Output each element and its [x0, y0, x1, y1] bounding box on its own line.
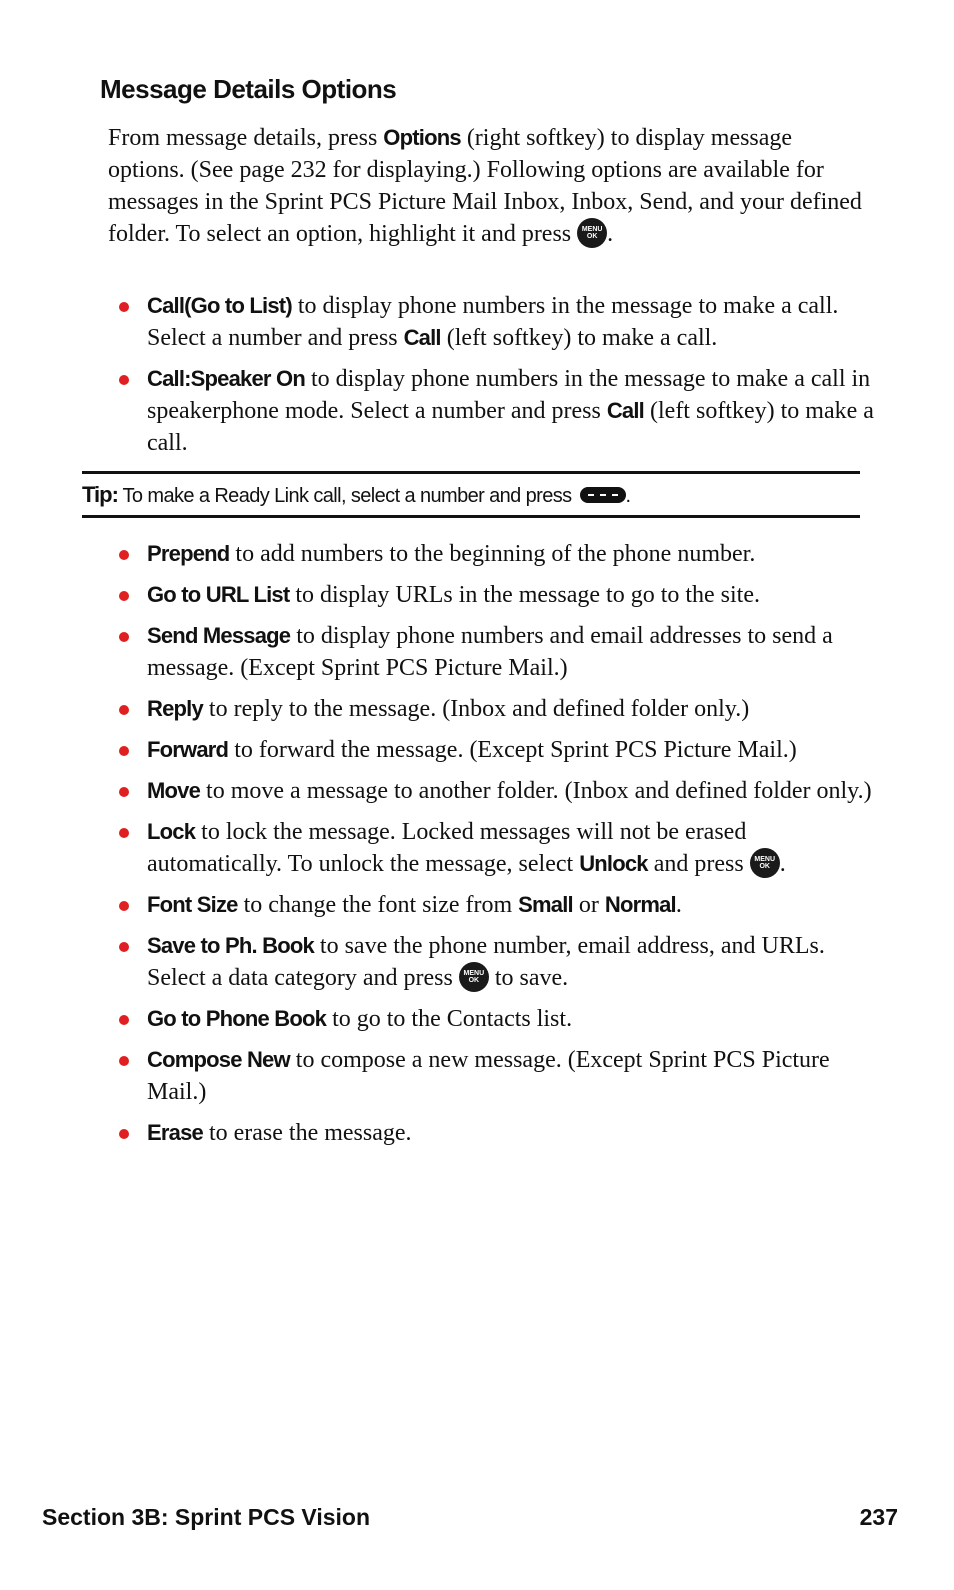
- option-text: to forward the message. (Except Sprint PCS Picture Mail.): [228, 737, 797, 763]
- option-keyword: Send Message: [147, 623, 291, 648]
- section-heading: Message Details Options: [100, 74, 397, 104]
- option-keyword: Compose New: [147, 1047, 290, 1072]
- option-go-to-phone-book: [0, 1003, 954, 1035]
- option-keyword: Small: [518, 892, 573, 917]
- option-font-size: [0, 889, 954, 921]
- option-text: to go to the Contacts list.: [326, 1006, 573, 1032]
- option-text: to lock the message. Locked messages will not be erased automatically. To unlock the message, select: [147, 819, 747, 877]
- option-text: (left softkey) to make a call.: [147, 398, 874, 456]
- option-text: or: [572, 892, 605, 918]
- option-text: to save.: [488, 965, 569, 991]
- option-keyword: Go to Phone Book: [147, 1006, 327, 1031]
- option-keyword: Normal: [604, 892, 676, 917]
- option-keyword: Save to Ph. Book: [147, 933, 314, 958]
- option-prepend: [0, 538, 954, 570]
- option-text: to save the phone number, email address, and URLs. Select a data category and press: [147, 933, 825, 991]
- options-list-secondary: [0, 538, 954, 1158]
- option-keyword: Unlock: [579, 851, 648, 876]
- option-text: .: [779, 851, 786, 877]
- option-compose-new: [0, 1044, 954, 1108]
- menu-ok-icon: MENU OK: [577, 218, 607, 248]
- ready-link-key-icon: [580, 487, 626, 503]
- option-text: to display phone numbers in the message to make a call. Select a number and press: [147, 293, 839, 351]
- option-text: to add numbers to the beginning of the phone number.: [229, 541, 756, 567]
- tip-text: To make a Ready Link call, select a number and press: [117, 485, 577, 507]
- page-number: 237: [859, 1504, 898, 1530]
- options-keyword: Options: [383, 125, 461, 150]
- option-keyword: Erase: [147, 1120, 203, 1145]
- option-keyword: Lock: [147, 819, 196, 844]
- option-text: to erase the message.: [202, 1120, 412, 1146]
- intro-text: .: [607, 221, 614, 247]
- option-send-message: [0, 620, 954, 684]
- option-keyword: Go to URL List: [147, 582, 290, 607]
- option-keyword: Move: [147, 778, 201, 803]
- option-text: to display phone numbers and email addresses to send a message. (Except Sprint PCS Picture Mail.): [147, 623, 833, 681]
- option-text: and press: [647, 851, 750, 877]
- option-erase: [0, 1117, 954, 1149]
- tip-text-end: .: [625, 485, 631, 507]
- option-text: to compose a new message. (Except Sprint PCS Picture Mail.): [147, 1047, 830, 1105]
- page-footer: [42, 1504, 898, 1531]
- intro-text: (right softkey) to display message options. (See page 232 for displaying.) Following options are available for messages in the Sprint PCS Picture Mail Inbox, Inbox, Send, and your defined folder. To select an option, highlight it and press: [108, 125, 862, 247]
- option-move: [0, 775, 954, 807]
- intro-paragraph: [108, 122, 868, 250]
- menu-ok-icon: MENU OK: [750, 848, 780, 878]
- option-lock: [0, 816, 954, 880]
- option-go-to-url-list: [0, 579, 954, 611]
- intro-text: From message details, press: [108, 125, 384, 151]
- option-reply: [0, 693, 954, 725]
- option-keyword: Forward: [147, 737, 229, 762]
- option-keyword: Call:Speaker On: [147, 366, 305, 391]
- options-list-primary: [0, 290, 954, 468]
- tip-box: [82, 471, 860, 518]
- option-save-to-ph-book: [0, 930, 954, 994]
- option-call-go-to-list: [0, 290, 954, 354]
- option-keyword: Reply: [147, 696, 203, 721]
- option-keyword: Font Size: [147, 892, 238, 917]
- footer-section-title: Section 3B: Sprint PCS Vision: [42, 1504, 371, 1530]
- option-text: (left softkey) to make a call.: [440, 325, 718, 351]
- option-keyword: Call(Go to List): [147, 293, 292, 318]
- option-text: .: [675, 892, 682, 918]
- option-call-speaker-on: [0, 363, 954, 459]
- option-keyword: Call: [403, 325, 441, 350]
- tip-label: Tip:: [82, 482, 118, 507]
- option-text: to reply to the message. (Inbox and defined folder only.): [202, 696, 750, 722]
- option-text: to display URLs in the message to go to the site.: [289, 582, 761, 608]
- option-keyword: Call: [606, 398, 644, 423]
- option-text: to move a message to another folder. (Inbox and defined folder only.): [200, 778, 872, 804]
- option-text: to change the font size from: [237, 892, 519, 918]
- option-forward: [0, 734, 954, 766]
- option-keyword: Prepend: [147, 541, 230, 566]
- option-text: to display phone numbers in the message to make a call in speakerphone mode. Select a number and press: [147, 366, 871, 424]
- menu-ok-icon: MENU OK: [459, 962, 489, 992]
